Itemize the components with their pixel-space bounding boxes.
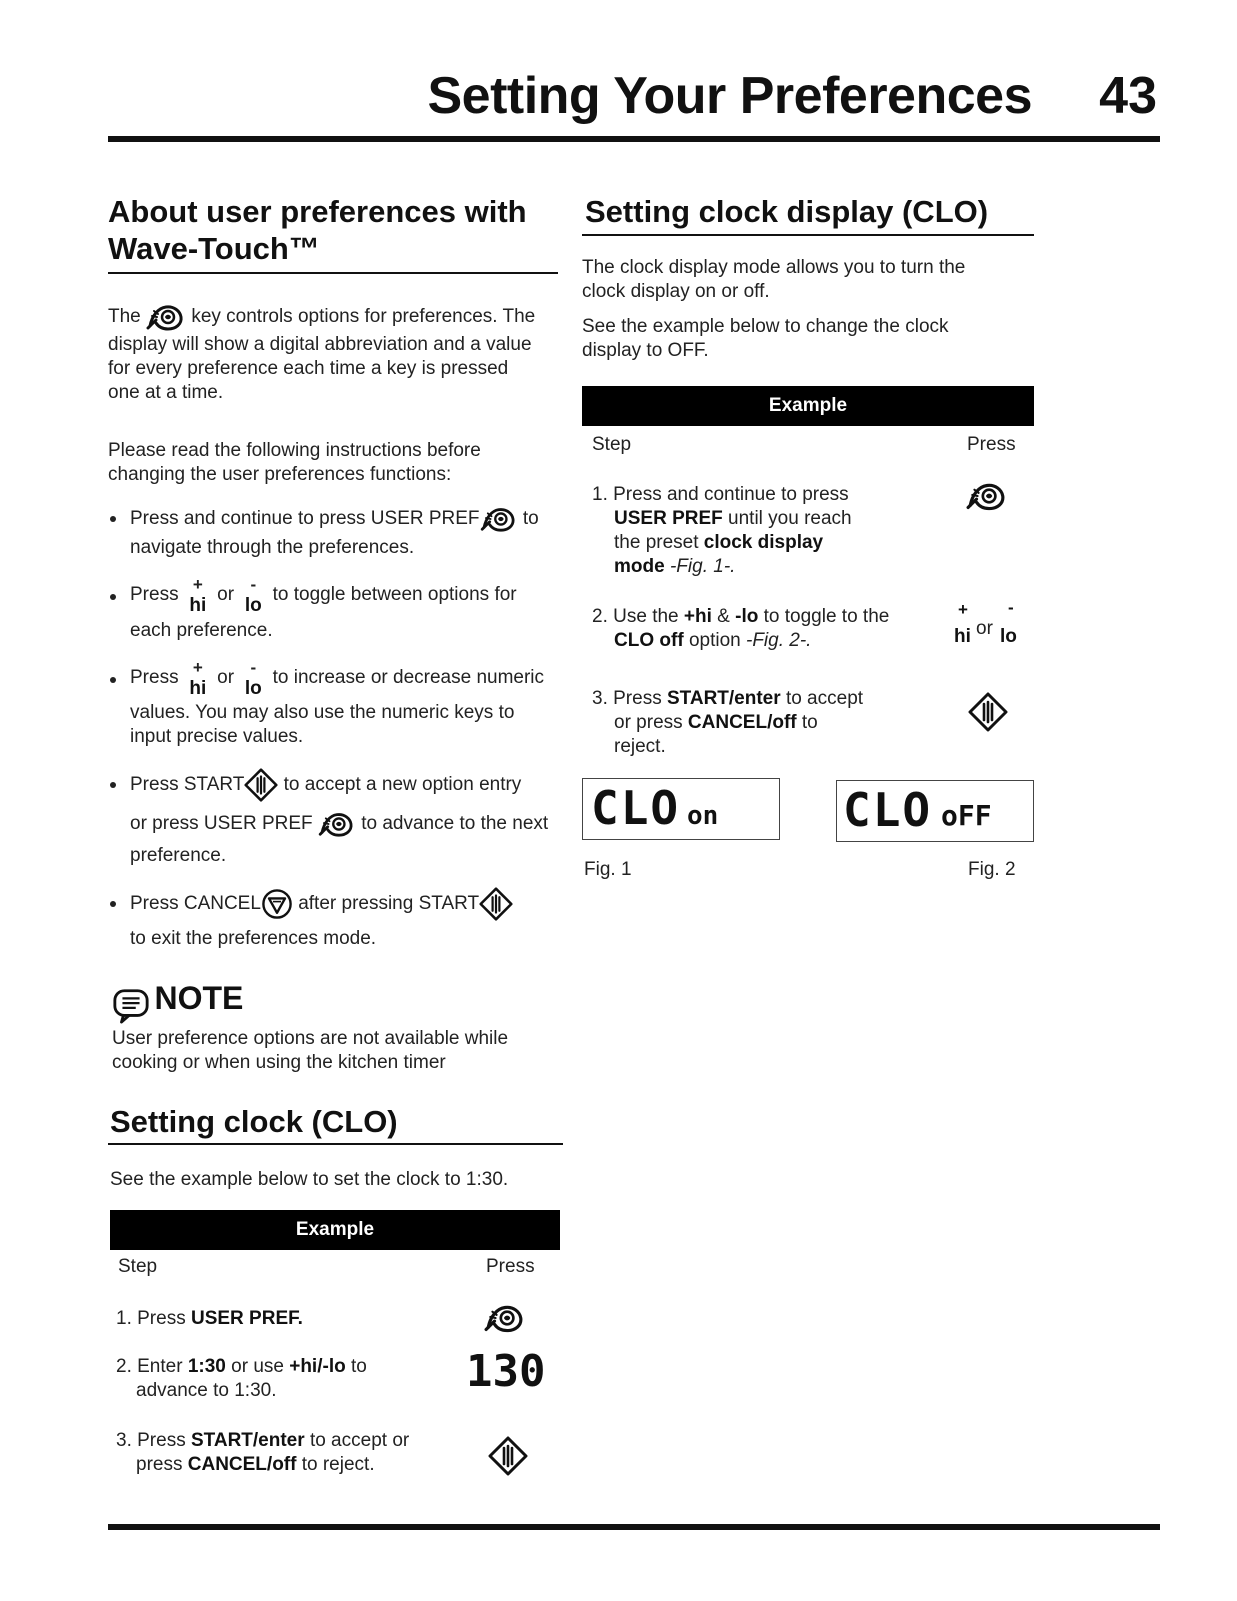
display-step-1-line3 bbox=[614, 530, 823, 555]
bullet-text: or bbox=[217, 584, 235, 606]
display-step-1-line4 bbox=[614, 554, 735, 579]
lo-key-label: lo bbox=[1000, 626, 1017, 647]
step-fig-ref: -Fig. 1-. bbox=[669, 556, 736, 577]
plus-sign: + bbox=[958, 600, 968, 619]
bullet-text: preference. bbox=[130, 845, 227, 866]
intro-line: for every preference each time a key is pressed bbox=[108, 358, 509, 379]
minus-sign: - bbox=[1008, 598, 1014, 617]
fig1-lcd-sub: on bbox=[687, 801, 719, 831]
user-pref-key-icon bbox=[318, 810, 356, 838]
bullet-text: Press bbox=[130, 584, 179, 606]
bullet-exit bbox=[130, 887, 570, 921]
intro-line: one at a time. bbox=[108, 382, 224, 403]
bullet-text: to exit the preferences mode. bbox=[130, 928, 377, 949]
fig2-caption: Fig. 2 bbox=[968, 859, 1016, 880]
bullet-text: to advance to the next bbox=[361, 813, 549, 835]
display-press-header: Press bbox=[967, 434, 1016, 455]
bullet-accept-line2 bbox=[130, 810, 570, 838]
footer-rule bbox=[108, 1524, 1160, 1530]
clock-display-130: 130 bbox=[466, 1346, 546, 1397]
step-text: 3. Press bbox=[592, 688, 662, 709]
or-text: or bbox=[976, 618, 993, 639]
bullet-text: navigate through the preferences. bbox=[130, 537, 415, 558]
clock-step-3-line2 bbox=[136, 1452, 375, 1477]
step-text-bold: +hi bbox=[683, 606, 712, 627]
bullet-text: to toggle between options for bbox=[272, 584, 517, 606]
note-title: NOTE bbox=[154, 980, 244, 1016]
step-text: 3. Press bbox=[116, 1430, 186, 1451]
step-text-bold: START/enter bbox=[666, 688, 781, 709]
step-text: 2. Enter bbox=[116, 1356, 183, 1377]
step-text: 1. Press bbox=[116, 1308, 186, 1329]
bullet-text: each preference. bbox=[130, 620, 273, 641]
step-text-bold: 1:30 bbox=[187, 1356, 226, 1377]
display-intro-line: The clock display mode allows you to turn the bbox=[582, 257, 966, 278]
step-text-bold: CANCEL/off bbox=[187, 1454, 297, 1475]
lo-key-icon: - lo bbox=[244, 575, 262, 616]
start-key-icon bbox=[244, 768, 278, 802]
about-intro bbox=[108, 302, 568, 332]
fig2-lcd-sub: oFF bbox=[941, 799, 992, 832]
bullet-text: Press START bbox=[130, 774, 245, 796]
bullet-text: after pressing START bbox=[298, 893, 480, 915]
hi-key-icon: + hi bbox=[189, 575, 207, 616]
clock-step-3 bbox=[116, 1428, 409, 1453]
lo-key-icon: - lo bbox=[244, 658, 262, 699]
user-pref-key-icon bbox=[966, 480, 1008, 512]
display-step-2-line2 bbox=[614, 628, 811, 653]
step-text-bold: USER PREF. bbox=[190, 1308, 303, 1329]
step-text-bold: clock display bbox=[703, 532, 824, 553]
step-text-bold: CANCEL/off bbox=[687, 712, 797, 733]
step-fig-ref: -Fig. 2-. bbox=[746, 630, 812, 651]
step-text: to bbox=[801, 712, 818, 733]
read-instructions-line: Please read the following instructions before bbox=[108, 440, 481, 461]
clock-press-header: Press bbox=[486, 1256, 535, 1277]
start-key-icon bbox=[479, 887, 513, 921]
fig1-lcd-main: CLO bbox=[591, 781, 681, 835]
about-heading-rule bbox=[108, 272, 558, 274]
step-text: until you reach bbox=[728, 508, 852, 529]
bullet-text: or bbox=[217, 667, 235, 689]
clock-heading: Setting clock (CLO) bbox=[110, 1104, 398, 1139]
user-pref-key-icon bbox=[480, 505, 518, 533]
bullet-numeric bbox=[130, 658, 570, 699]
step-text: advance to 1:30. bbox=[136, 1380, 277, 1401]
fig2-lcd-display bbox=[836, 780, 1034, 842]
user-pref-key-icon bbox=[146, 302, 186, 332]
step-text: to bbox=[351, 1356, 367, 1377]
clock-display-heading-rule bbox=[582, 234, 1034, 236]
page-number: 43 bbox=[1099, 67, 1157, 125]
display-step-3 bbox=[592, 686, 863, 711]
step-text: to accept or bbox=[309, 1430, 410, 1451]
start-key-icon bbox=[488, 1436, 528, 1476]
step-text-bold: +hi/-lo bbox=[289, 1356, 346, 1377]
cancel-key-icon bbox=[261, 888, 293, 920]
display-step-1: 1. Press and continue to press bbox=[592, 484, 849, 505]
bullet-text: input precise values. bbox=[130, 726, 304, 747]
step-text: 2. Use the bbox=[592, 606, 679, 627]
step-text: or press bbox=[614, 712, 683, 733]
display-intro-line: clock display on or off. bbox=[582, 281, 770, 302]
fig1-caption: Fig. 1 bbox=[584, 859, 632, 880]
display-step-3-line2 bbox=[614, 710, 818, 735]
step-text: reject. bbox=[614, 736, 666, 757]
clock-example-bar: Example bbox=[110, 1210, 560, 1250]
fig2-lcd-main: CLO bbox=[843, 783, 933, 837]
step-text-bold: mode bbox=[614, 556, 665, 577]
display-intro-line: See the example below to change the clock bbox=[582, 316, 949, 337]
bullet-text: Press CANCEL bbox=[130, 893, 261, 915]
note-header bbox=[112, 980, 243, 1020]
bullet-text: to accept a new option entry bbox=[283, 774, 522, 796]
step-text: to toggle to the bbox=[763, 606, 890, 627]
clock-intro: See the example below to set the clock to 1:30. bbox=[110, 1169, 509, 1190]
display-example-bar: Example bbox=[582, 386, 1034, 426]
page-title: Setting Your Preferences bbox=[427, 67, 1032, 125]
bullet-text: to bbox=[522, 508, 539, 530]
step-text-bold: USER PREF bbox=[614, 508, 723, 529]
display-step-header: Step bbox=[592, 434, 632, 455]
hi-key-label: hi bbox=[954, 626, 971, 647]
step-text: to accept bbox=[785, 688, 864, 709]
bullet-navigate bbox=[130, 505, 570, 533]
intro-text: key controls options for preferences. The bbox=[191, 306, 536, 328]
step-text: press bbox=[136, 1454, 183, 1475]
note-text: User preference options are not available while bbox=[112, 1028, 509, 1049]
clock-step-1 bbox=[116, 1306, 303, 1331]
fig1-lcd-display bbox=[582, 778, 780, 840]
step-text-bold: -lo bbox=[735, 606, 759, 627]
bullet-text: values. You may also use the numeric keys to bbox=[130, 702, 515, 723]
intro-text: The bbox=[108, 306, 141, 328]
note-icon bbox=[112, 986, 150, 1024]
clock-heading-rule bbox=[108, 1143, 563, 1145]
header-rule bbox=[108, 136, 1160, 142]
bullet-toggle bbox=[130, 575, 570, 616]
clock-display-heading: Setting clock display (CLO) bbox=[585, 194, 989, 229]
bullet-text: Press bbox=[130, 667, 179, 689]
step-text-bold: START/enter bbox=[190, 1430, 305, 1451]
display-step-2 bbox=[592, 604, 889, 629]
clock-step-header: Step bbox=[118, 1256, 158, 1277]
clock-step-2 bbox=[116, 1354, 367, 1379]
note-text: cooking or when using the kitchen timer bbox=[112, 1052, 446, 1073]
intro-line: display will show a digital abbreviation and a value bbox=[108, 334, 532, 355]
bullet-text: to increase or decrease numeric bbox=[272, 667, 545, 689]
step-text: & bbox=[717, 606, 730, 627]
user-pref-key-icon bbox=[484, 1302, 526, 1334]
read-instructions-line: changing the user preferences functions: bbox=[108, 464, 452, 485]
step-text: the preset bbox=[614, 532, 699, 553]
hi-or-lo-keys bbox=[954, 600, 1024, 652]
bullet-text: Press and continue to press USER PREF bbox=[130, 508, 480, 530]
step-text: to reject. bbox=[301, 1454, 375, 1475]
about-heading-line1: About user preferences with bbox=[108, 194, 527, 229]
about-heading-line2: Wave-Touch™ bbox=[108, 231, 320, 266]
step-text: option bbox=[688, 630, 741, 651]
step-text: or use bbox=[231, 1356, 284, 1377]
display-step-1-line2 bbox=[614, 506, 852, 531]
bullet-accept bbox=[130, 768, 570, 802]
step-text-bold: CLO off bbox=[614, 630, 684, 651]
display-intro-line: display to OFF. bbox=[582, 340, 709, 361]
hi-key-icon: + hi bbox=[189, 658, 207, 699]
bullet-text: or press USER PREF bbox=[130, 813, 313, 835]
start-key-icon bbox=[968, 692, 1008, 732]
